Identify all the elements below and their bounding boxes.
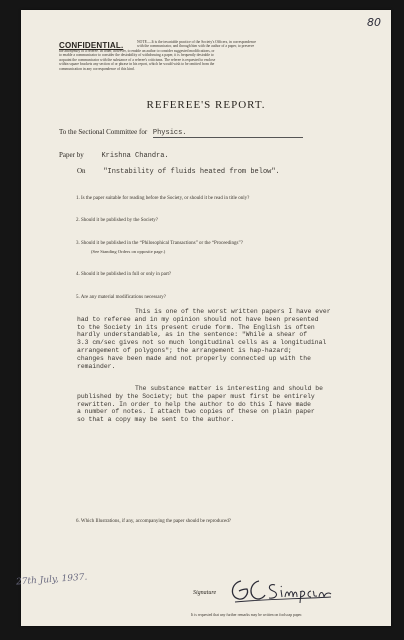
note-line: communication in any correspondence of this kind. — [59, 66, 135, 71]
report-line: a number of notes. I attach two copies of these on plain paper — [77, 408, 315, 416]
committee-value: Physics. — [153, 129, 303, 138]
paper-by-row — [59, 151, 169, 160]
report-line: published by the Society; but the paper must first be entirely — [77, 392, 315, 400]
note-line: acquaint the communicator with the substance of a referee's criticisms. The referee is requested to enclose — [59, 57, 216, 62]
report-sheet — [21, 10, 391, 626]
report-paragraph-2 — [77, 385, 387, 424]
handwritten-signature-icon — [227, 575, 337, 605]
question-6: 6. Which Illustrations, if any, accompanying the paper should be reproduced? — [76, 519, 231, 524]
author-name: Krishna Chandra. — [101, 152, 169, 160]
report-line: to the Society in its present crude form. The English is often — [77, 323, 315, 331]
report-line: rewritten. In order to help the author to do this I have made — [77, 400, 311, 408]
page-title: REFEREE'S REPORT. — [146, 99, 266, 111]
report-line: hardly understandable, as in the sentence: "While a shear of — [77, 331, 308, 339]
question-2: 2. Should it be published by the Society? — [76, 218, 158, 223]
paper-title-row — [59, 167, 280, 176]
report-line: This is one of the worst written papers I have ever — [135, 308, 331, 315]
note-line: NOTE.—It is the invariable practice of the Society's Officers, in correspondence — [137, 40, 256, 44]
note-line: with the communicator, and through him with the author of a paper, to preserve — [137, 44, 255, 49]
confidentiality-note — [137, 40, 375, 49]
report-line: so that a copy may be sent to the author. — [77, 416, 235, 424]
paper-by-label: Paper by — [59, 151, 84, 159]
report-line: 3.3 cm/sec gives not so much longitudinal cells as a longitudinal — [77, 339, 327, 347]
note-line: to enable a communicator to consider the desirability of withdrawing a paper, it is frequently desirable to — [59, 53, 214, 58]
question-1: 1. Is the paper suitable for reading before the Society, or should it be read in title only? — [76, 196, 250, 201]
note-line: within square brackets any section of or phrase in his report, which he would wish to be omitted from the — [59, 62, 215, 67]
committee-label: To the Sectional Committee for — [59, 128, 148, 136]
question-3: 3. Should it be published in the “Philosophical Transactions” or the “Proceedings”? — [76, 241, 243, 246]
handwritten-date: 27th July, 1937. — [15, 572, 88, 588]
report-line: The substance matter is interesting and should be — [135, 385, 323, 392]
committee-row — [59, 128, 303, 138]
question-3-note: (See Standing Orders on opposite page.) — [91, 249, 166, 254]
paper-title: "Instability of fluids heated from below". — [103, 168, 280, 176]
question-5: 5. Are any material modifications necessary? — [76, 295, 166, 300]
confidentiality-note-continued — [59, 49, 375, 71]
footer-note: It is requested that any further remarks may be written on foolscap paper. — [191, 613, 303, 617]
question-4: 4. Should it be published in full or only in part? — [76, 272, 172, 277]
report-line: remainder. — [77, 362, 116, 370]
on-label: On — [77, 167, 86, 175]
confidential-label: CONFIDENTIAL. — [59, 41, 124, 50]
report-line: arrangement of polygons"; the arrangement is hap-hazard; — [77, 346, 292, 354]
signature — [227, 575, 337, 610]
page-number: 80 — [367, 16, 381, 29]
note-line: the anonymity of a referee. In order, however, to enable an author to consider suggested modifications, or — [59, 49, 215, 53]
report-paragraph-1 — [77, 308, 387, 370]
report-line: had to referee and in my opinion should not have been presented — [77, 315, 319, 323]
signature-label: Signature — [193, 590, 217, 596]
report-line: changes have been made and not properly connected up with the — [77, 354, 311, 362]
